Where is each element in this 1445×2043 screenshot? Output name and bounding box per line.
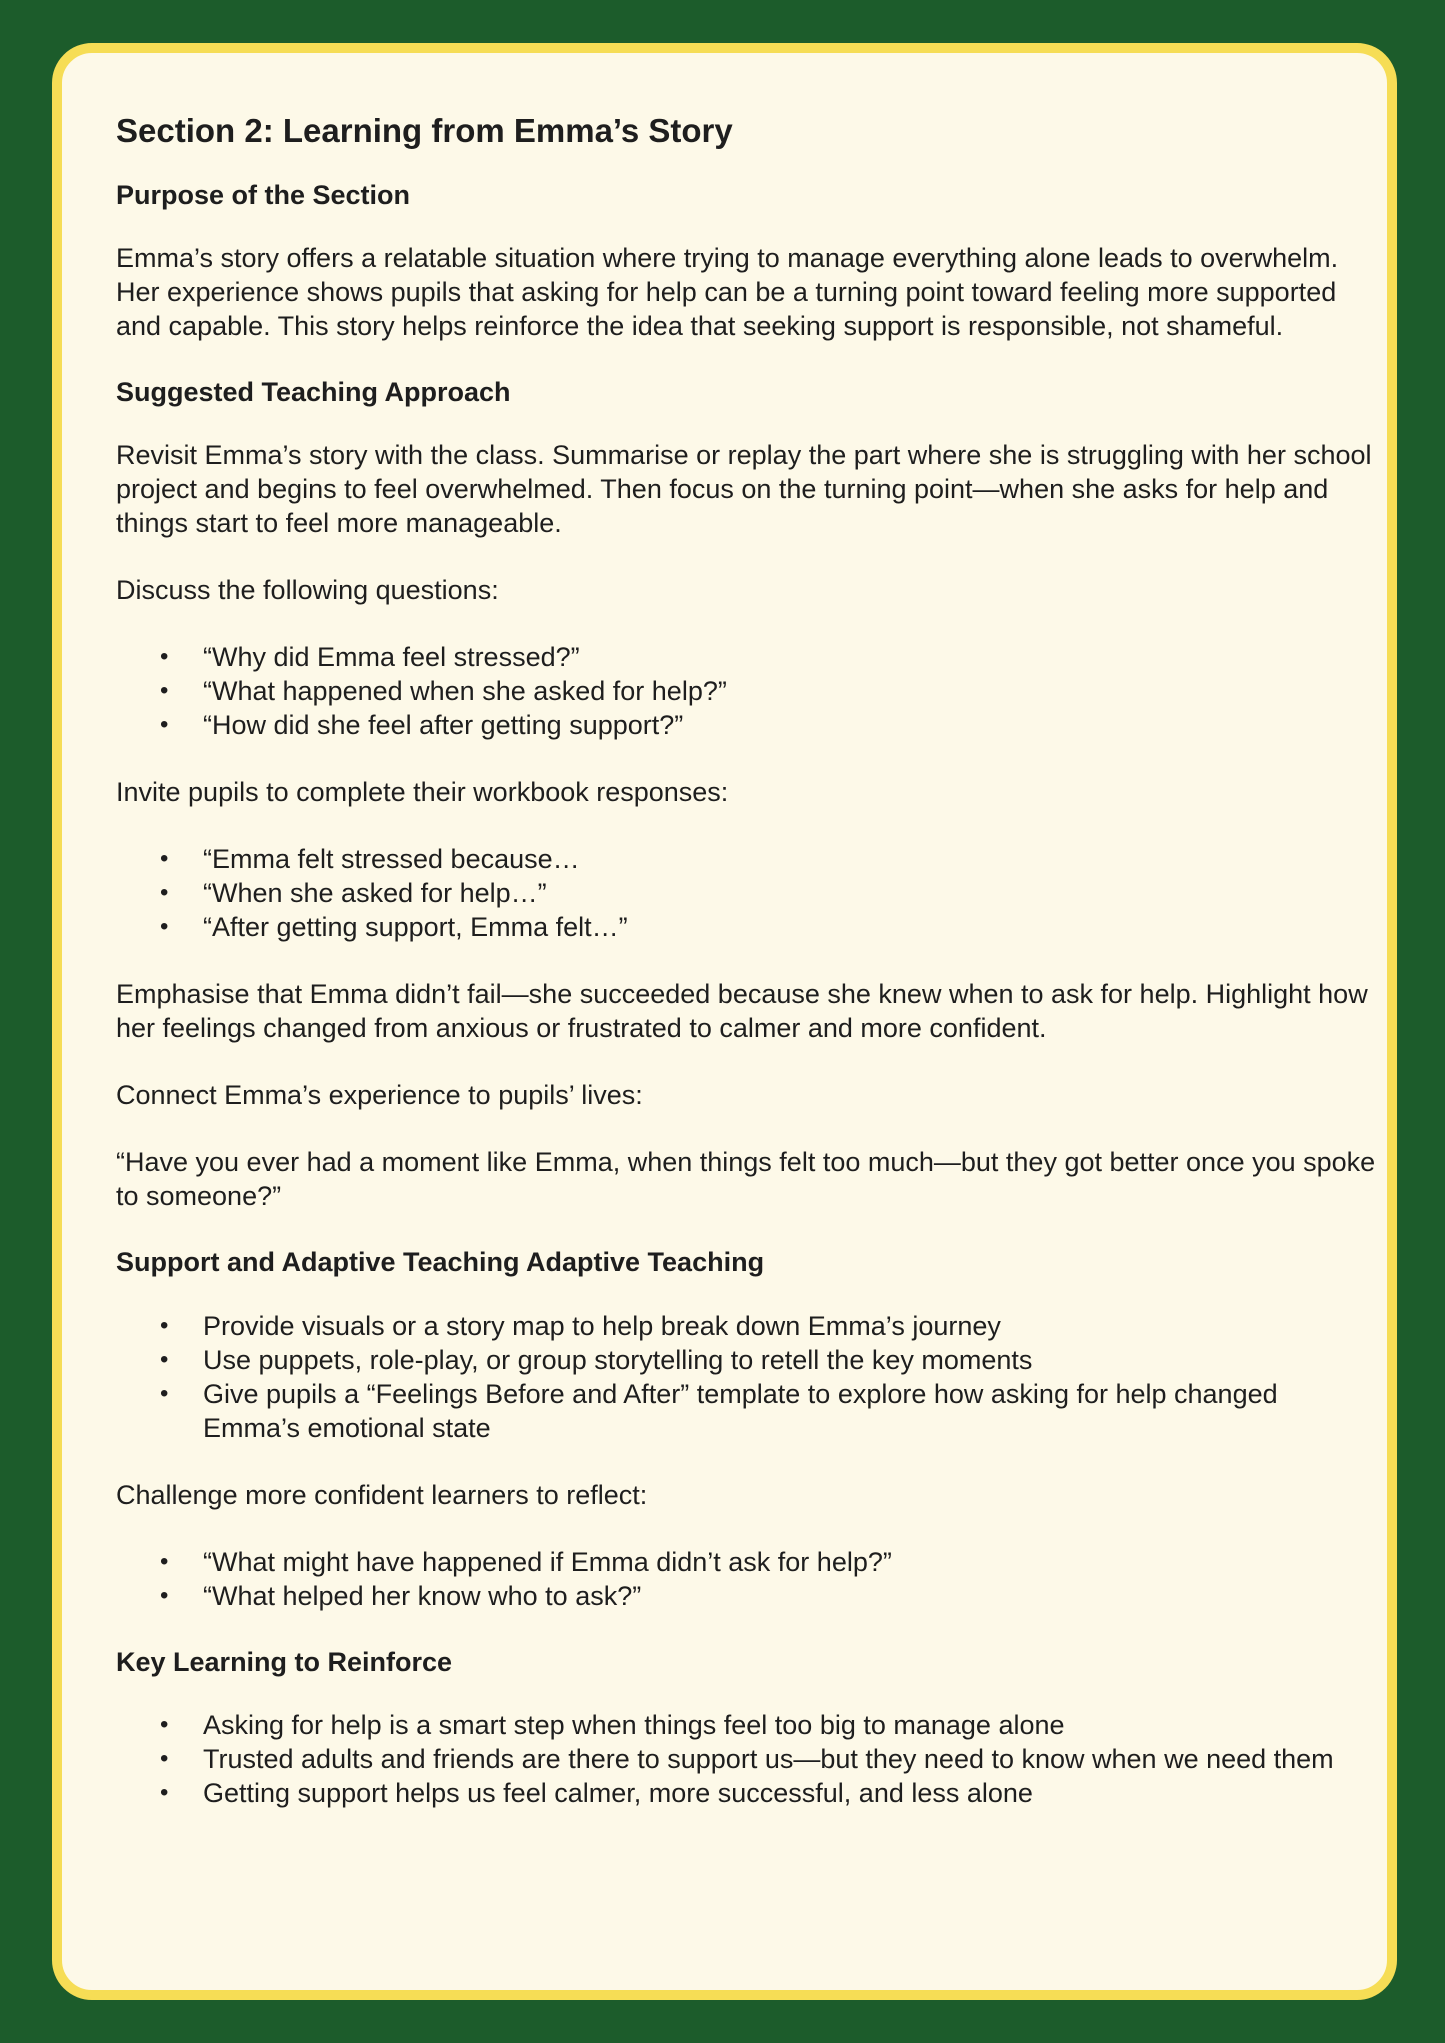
list-item: • Trusted adults and friends are there to support us—but they need to know when we need them: [203, 1742, 1376, 1776]
connect-quote: “Have you ever had a moment like Emma, when things felt too much—but they got better once you spoke to someone?”: [116, 1147, 1376, 1212]
purpose-text: Emma’s story offers a relatable situation where trying to manage everything alone leads to overwhelm. Her experience shows pupils that asking for help can be a turning point toward feeling more supported and capable. This story helps reinforce the idea that seeking support is responsible, not shameful.: [116, 242, 1339, 341]
connect-label: Connect Emma’s experience to pupils’ lives:: [116, 1080, 643, 1111]
lesson-card: [52, 43, 1397, 2000]
list-item: • Getting support helps us feel calmer, more successful, and less alone: [203, 1776, 1376, 1810]
support-list: [116, 1309, 1376, 1445]
invite-label: Invite pupils to complete their workbook responses:: [116, 777, 729, 808]
approach-intro: Revisit Emma’s story with the class. Summarise or replay the part where she is struggling with her school project and begins to feel overwhelmed. Then focus on the turning point—when she asks for help and things start to feel more manageable.: [116, 440, 1372, 539]
list-item: • “Why did Emma feel stressed?”: [203, 640, 1376, 674]
discuss-label: Discuss the following questions:: [116, 575, 499, 606]
list-item: • “When she asked for help…”: [203, 876, 1376, 910]
list-item: • Asking for help is a smart step when things feel too big to manage alone: [203, 1708, 1376, 1742]
approach-heading: Suggested Teaching Approach: [116, 376, 511, 407]
purpose-heading: Purpose of the Section: [116, 179, 411, 210]
key-learning-heading: Key Learning to Reinforce: [116, 1646, 453, 1677]
list-item: • “How did she feel after getting support?”: [203, 708, 1376, 742]
challenge-label: Challenge more confident learners to reflect:: [116, 1479, 648, 1510]
section-title: Section 2: Learning from Emma’s Story: [116, 112, 733, 149]
list-item: • “Emma felt stressed because…: [203, 842, 1376, 876]
list-item: • Give pupils a “Feelings Before and After” template to explore how asking for help changed Emma’s emotional state: [203, 1377, 1376, 1445]
discussion-questions-list: [116, 640, 1376, 742]
list-item: • “What helped her know who to ask?”: [203, 1579, 1376, 1613]
workbook-responses-list: [116, 842, 1376, 944]
list-item: • “After getting support, Emma felt…”: [203, 910, 1376, 944]
list-item: • “What happened when she asked for help?”: [203, 674, 1376, 708]
list-item: • Provide visuals or a story map to help break down Emma’s journey: [203, 1309, 1376, 1343]
lesson-content: [116, 111, 1376, 1843]
challenge-list: [116, 1545, 1376, 1613]
key-learning-list: [116, 1708, 1376, 1810]
emphasise-text: Emphasise that Emma didn’t fail—she succeeded because she knew when to ask for help. Highlight how her feelings changed from anxious or frustrated to calmer and more confident.: [116, 979, 1368, 1044]
list-item: • Use puppets, role-play, or group storytelling to retell the key moments: [203, 1343, 1376, 1377]
list-item: • “What might have happened if Emma didn’t ask for help?”: [203, 1545, 1376, 1579]
support-heading: Support and Adaptive Teaching Adaptive Teaching: [116, 1247, 765, 1278]
